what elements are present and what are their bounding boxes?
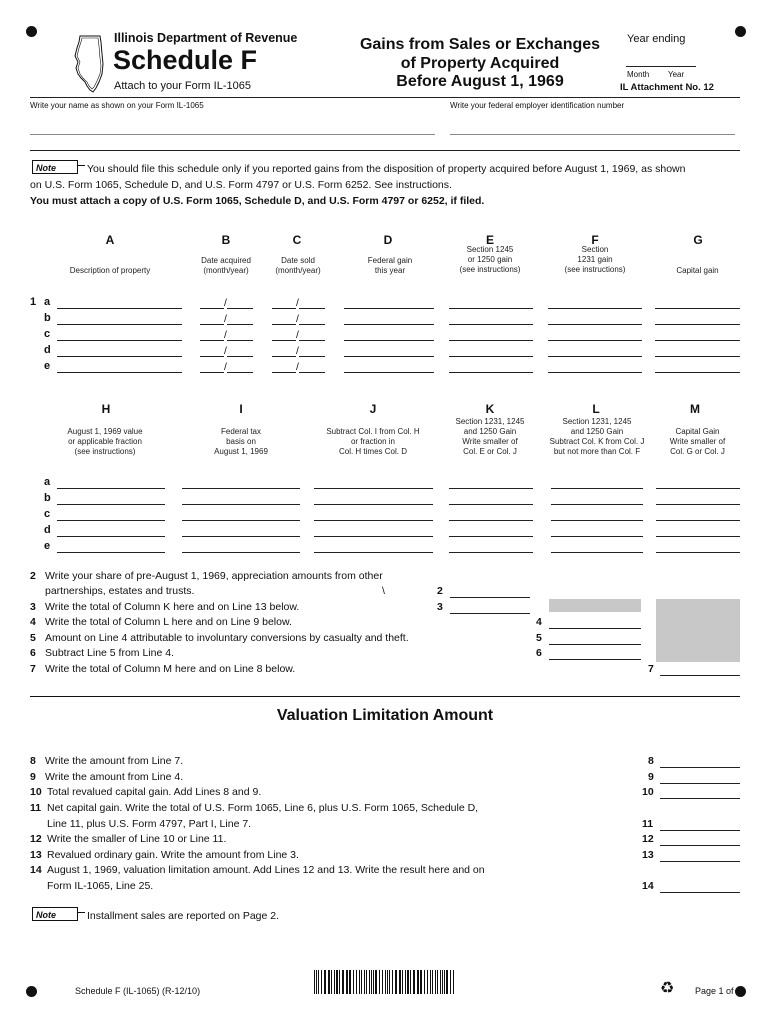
date-separator: /: [296, 361, 299, 373]
col-letter: K: [485, 402, 495, 416]
barcode-bar: [318, 970, 319, 994]
line-11-field[interactable]: [660, 830, 740, 831]
month-label: Month: [627, 70, 650, 79]
barcode-bar: [420, 970, 422, 994]
barcode-bar: [334, 970, 335, 994]
col-k-field[interactable]: [449, 520, 533, 521]
barcode-bar: [417, 970, 419, 994]
line-12-field[interactable]: [660, 845, 740, 846]
col-header-text: Federal gain: [367, 256, 413, 265]
line-9-field[interactable]: [660, 783, 740, 784]
line-number: 9: [648, 771, 654, 783]
federal-gain-field[interactable]: [344, 372, 434, 373]
aug-1969-value-field[interactable]: [57, 488, 165, 489]
col-j-field[interactable]: [314, 552, 433, 553]
col-header-text: (month/year): [275, 266, 321, 275]
section-1231-field[interactable]: [548, 324, 642, 325]
barcode-bar: [321, 970, 322, 994]
date-sold-month[interactable]: [272, 356, 296, 357]
line-number: 8: [30, 755, 36, 767]
barcode-bar: [382, 970, 383, 994]
line-number: 3: [30, 601, 36, 613]
col-letter: E: [485, 233, 494, 247]
barcode-bar: [364, 970, 365, 994]
illinois-map-icon: [72, 34, 106, 96]
barcode: [312, 968, 457, 998]
date-acquired-month[interactable]: [200, 372, 224, 373]
note-text: on U.S. Form 1065, Schedule D, and U.S. Form 4797 or U.S. Form 6252. See instructions.: [30, 179, 452, 191]
date-separator: /: [224, 329, 227, 341]
line-8-text: Write the amount from Line 7.: [45, 755, 184, 767]
line-2-field[interactable]: [450, 597, 530, 598]
col-letter: F: [591, 233, 599, 247]
line-7-text: Write the total of Column M here and on Line 8 below.: [45, 663, 296, 675]
barcode-bar: [437, 970, 438, 994]
col-header-text: Description of property: [69, 266, 151, 275]
section-1245-field[interactable]: [449, 356, 533, 357]
barcode-bar: [453, 970, 454, 994]
row-letter: d: [44, 344, 51, 356]
col-header-text: 1231 gain: [577, 255, 613, 264]
date-acquired-year[interactable]: [227, 356, 253, 357]
col-header-text: (see instructions): [74, 447, 136, 456]
line-7-field[interactable]: [660, 675, 740, 676]
col-header-text: Section: [581, 245, 609, 254]
row-letter: a: [44, 476, 51, 488]
col-header-text: but not more than Col. F: [553, 447, 641, 456]
barcode-bar: [387, 970, 388, 994]
col-header-text: this year: [374, 266, 406, 275]
date-acquired-month[interactable]: [200, 324, 224, 325]
date-sold-month[interactable]: [272, 372, 296, 373]
line-number: 2: [30, 570, 36, 582]
barcode-bar: [446, 970, 448, 994]
aug-1969-value-field[interactable]: [57, 520, 165, 521]
form-number: Schedule F (IL-1065) (R-12/10): [75, 986, 201, 996]
col-header: [655, 427, 740, 457]
description-field[interactable]: [57, 372, 182, 373]
col-header-text: (month/year): [203, 266, 249, 275]
date-sold-year[interactable]: [299, 356, 325, 357]
barcode-bar: [432, 970, 433, 994]
barcode-bar: [353, 970, 354, 994]
line-number: 5: [536, 632, 542, 644]
col-header: [655, 266, 740, 276]
line-4-field[interactable]: [549, 628, 641, 629]
col-letter: G: [693, 233, 703, 247]
federal-tax-basis-field[interactable]: [182, 552, 300, 553]
capital-gain-field[interactable]: [655, 340, 740, 341]
date-sold-month[interactable]: [272, 308, 296, 309]
federal-tax-basis-field[interactable]: [182, 536, 300, 537]
line-number: 4: [30, 616, 36, 628]
barcode-bar: [324, 970, 326, 994]
col-header-text: Col. H times Col. D: [338, 447, 407, 456]
date-acquired-year[interactable]: [227, 308, 253, 309]
line-number: 10: [30, 786, 42, 798]
line-number: 13: [642, 849, 654, 861]
name-label: Write your name as shown on your Form IL-1065: [30, 101, 204, 110]
line-3-field[interactable]: [450, 613, 530, 614]
col-m-field[interactable]: [656, 536, 740, 537]
row-letter: c: [44, 328, 51, 340]
col-header-text: August 1, 1969 value: [67, 427, 143, 436]
note-badge: Note: [32, 160, 78, 174]
line-14-text: August 1, 1969, valuation limitation amount. Add Lines 12 and 13. Write the result here and on: [47, 864, 485, 876]
barcode-bar: [435, 970, 436, 994]
recycle-icon: ♻: [660, 980, 675, 997]
barcode-bar: [359, 970, 360, 994]
capital-gain-field[interactable]: [655, 308, 740, 309]
date-separator: /: [224, 297, 227, 309]
line-12-text: Write the smaller of Line 10 or Line 11.: [47, 833, 227, 845]
barcode-bar: [442, 970, 443, 994]
aug-1969-value-field[interactable]: [57, 504, 165, 505]
federal-tax-basis-field[interactable]: [182, 488, 300, 489]
description-field[interactable]: [57, 340, 182, 341]
col-header: [550, 245, 640, 275]
col-header-text: Subtract Col. K from Col. J: [549, 437, 645, 446]
barcode-bar: [410, 970, 411, 994]
line-number: 2: [437, 585, 443, 597]
line-number: 13: [30, 849, 42, 861]
federal-tax-basis-field[interactable]: [182, 520, 300, 521]
line-number: 4: [536, 616, 542, 628]
date-acquired-month[interactable]: [200, 356, 224, 357]
col-header-text: Write smaller of: [462, 437, 518, 446]
shaded-area: [549, 599, 641, 612]
row-letter: b: [44, 312, 51, 324]
date-sold-month[interactable]: [272, 340, 296, 341]
col-header-text: and 1250 Gain: [570, 427, 624, 436]
line-10-text: Total revalued capital gain. Add Lines 8 and 9.: [47, 786, 262, 798]
barcode-bar: [331, 970, 332, 994]
line-13-field[interactable]: [660, 861, 740, 862]
attach-instruction: Attach to your Form IL-1065: [114, 80, 251, 92]
line-2-text: Write your share of pre-August 1, 1969, appreciation amounts from other: [45, 570, 383, 582]
date-sold-year[interactable]: [299, 308, 325, 309]
line-11-text: Line 11, plus U.S. Form 4797, Part I, Line 7.: [47, 818, 252, 830]
col-header-text: August 1, 1969: [214, 447, 268, 456]
date-separator: /: [224, 313, 227, 325]
line-6-field[interactable]: [549, 659, 641, 660]
description-field[interactable]: [57, 356, 182, 357]
section-divider: [30, 696, 740, 697]
col-letter: I: [239, 402, 243, 416]
section-1245-field[interactable]: [449, 340, 533, 341]
date-acquired-month[interactable]: [200, 308, 224, 309]
schedule-title: Schedule F: [113, 45, 258, 75]
col-header-text: or fraction in: [350, 437, 396, 446]
line-number: 14: [30, 864, 42, 876]
col-j-field[interactable]: [314, 536, 433, 537]
line-13-text: Revalued ordinary gain. Write the amount from Line 3.: [47, 849, 299, 861]
barcode-bar: [440, 970, 441, 994]
col-l-field[interactable]: [551, 488, 643, 489]
col-header: [345, 256, 435, 276]
col-k-field[interactable]: [449, 488, 533, 489]
barcode-bar: [342, 970, 344, 994]
col-letter: B: [221, 233, 231, 247]
barcode-bar: [407, 970, 409, 994]
form-title-line2: of Property Acquired: [400, 55, 560, 72]
row-letter: c: [44, 508, 51, 520]
col-j-field[interactable]: [314, 504, 433, 505]
col-header-text: (see instructions): [564, 265, 626, 274]
col-header-text: Section 1231, 1245: [455, 417, 525, 426]
col-header: [445, 245, 535, 275]
row-letter: e: [44, 540, 51, 552]
barcode-bar: [424, 970, 425, 994]
col-header-text: Subtract Col. I from Col. H: [326, 427, 420, 436]
agency-name: Illinois Department of Revenue: [114, 31, 298, 45]
barcode-bar: [371, 970, 372, 994]
section-1245-field[interactable]: [449, 308, 533, 309]
year-ending-label: Year ending: [627, 33, 686, 45]
col-m-field[interactable]: [656, 552, 740, 553]
header-divider: [30, 150, 740, 151]
year-label: Year: [668, 70, 685, 79]
line-8-field[interactable]: [660, 767, 740, 768]
date-separator: /: [224, 361, 227, 373]
form-title-line1: Gains from Sales or Exchanges: [359, 36, 601, 53]
line-6-text: Subtract Line 5 from Line 4.: [45, 647, 174, 659]
line-14-text: Form IL-1065, Line 25.: [47, 880, 154, 892]
row-letter: b: [44, 492, 51, 504]
date-separator: /: [296, 345, 299, 357]
line-number: 11: [30, 802, 42, 814]
barcode-bar: [399, 970, 401, 994]
capital-gain-field[interactable]: [655, 324, 740, 325]
row-letter: a: [44, 296, 51, 308]
description-field[interactable]: [57, 324, 182, 325]
col-header-text: Date sold: [281, 256, 315, 265]
capital-gain-field[interactable]: [655, 356, 740, 357]
federal-gain-field[interactable]: [344, 308, 434, 309]
barcode-bar: [316, 970, 317, 994]
col-header-text: Col. E or Col. J: [463, 447, 517, 456]
col-m-field[interactable]: [656, 504, 740, 505]
col-header-text: Federal tax: [220, 427, 262, 436]
col-letter: L: [592, 402, 600, 416]
barcode-bar: [361, 970, 362, 994]
barcode-bar: [336, 970, 338, 994]
col-header-text: Capital Gain: [675, 427, 720, 436]
date-separator: /: [296, 313, 299, 325]
note-text: You should file this schedule only if you reported gains from the disposition of property acquired before August 1, 1969, as shown: [87, 163, 686, 175]
fein-label: Write your federal employer identification number: [450, 101, 625, 110]
barcode-bar: [413, 970, 415, 994]
line-number: 9: [30, 771, 36, 783]
line-2-text: partnerships, estates and trusts.: [45, 585, 195, 597]
date-sold-year[interactable]: [299, 340, 325, 341]
line-11-text: Net capital gain. Write the total of U.S. Form 1065, Line 6, plus U.S. Form 1065, Schedule D,: [47, 802, 479, 814]
line-number: 5: [30, 632, 36, 644]
col-header: [182, 427, 300, 457]
col-header-text: Capital gain: [676, 266, 719, 275]
col-header-text: basis on: [226, 437, 256, 446]
form-title-line3: Before August 1, 1969: [396, 73, 564, 90]
col-header-text: Write smaller of: [669, 437, 726, 446]
line-number: 6: [536, 647, 542, 659]
page-number: Page 1 of 4: [695, 986, 742, 996]
line-number: 7: [30, 663, 36, 675]
barcode-bar: [385, 970, 386, 994]
barcode-bar: [328, 970, 330, 994]
header-divider: [30, 97, 740, 98]
barcode-bar: [450, 970, 451, 994]
col-letter: A: [105, 233, 115, 247]
col-j-field[interactable]: [314, 488, 433, 489]
date-acquired-year[interactable]: [227, 340, 253, 341]
note-attach-text: You must attach a copy of U.S. Form 1065, Schedule D, and U.S. Form 4797 or 6252, if filed.: [30, 195, 485, 207]
line-number: 12: [642, 833, 654, 845]
line-10-field[interactable]: [660, 798, 740, 799]
col-l-field[interactable]: [551, 504, 643, 505]
barcode-bar: [346, 970, 348, 994]
note-text: Installment sales are reported on Page 2.: [87, 910, 280, 922]
col-letter: J: [369, 402, 377, 416]
col-letter: H: [101, 402, 111, 416]
registration-dot: [735, 26, 746, 37]
col-header-text: and 1250 Gain: [463, 427, 517, 436]
col-l-field[interactable]: [551, 552, 643, 553]
federal-gain-field[interactable]: [344, 340, 434, 341]
line-number: 6: [30, 647, 36, 659]
line-14-field[interactable]: [660, 892, 740, 893]
line-number: 14: [642, 880, 654, 892]
line-3-text: Write the total of Column K here and on Line 13 below.: [45, 601, 300, 613]
col-header: [40, 266, 180, 276]
barcode-bar: [402, 970, 403, 994]
barcode-bar: [366, 970, 367, 994]
barcode-bar: [405, 970, 406, 994]
barcode-bar: [349, 970, 351, 994]
col-header-text: Section 1231, 1245: [562, 417, 632, 426]
line-number: 7: [648, 663, 654, 675]
barcode-bar: [339, 970, 340, 994]
barcode-bar: [379, 970, 380, 994]
aug-1969-value-field[interactable]: [57, 536, 165, 537]
registration-dot: [26, 986, 37, 997]
col-header-text: or 1250 gain: [467, 255, 513, 264]
line-5-field[interactable]: [549, 644, 641, 645]
date-separator: /: [224, 345, 227, 357]
capital-gain-field[interactable]: [655, 372, 740, 373]
federal-gain-field[interactable]: [344, 324, 434, 325]
barcode-bar: [356, 970, 357, 994]
year-ending-field[interactable]: [626, 66, 696, 67]
barcode-bar: [375, 970, 377, 994]
barcode-bar: [430, 970, 431, 994]
col-letter: C: [292, 233, 302, 247]
col-k-field[interactable]: [449, 504, 533, 505]
federal-gain-field[interactable]: [344, 356, 434, 357]
line-9-text: Write the amount from Line 4.: [45, 771, 184, 783]
col-header-text: (see instructions): [459, 265, 521, 274]
line-number: 1: [30, 296, 37, 308]
name-field[interactable]: [30, 134, 435, 135]
federal-tax-basis-field[interactable]: [182, 504, 300, 505]
col-k-field[interactable]: [449, 536, 533, 537]
barcode-bar: [369, 970, 370, 994]
barcode-bar: [373, 970, 374, 994]
col-header-text: or applicable fraction: [68, 437, 142, 446]
col-j-field[interactable]: [314, 520, 433, 521]
fein-field[interactable]: [450, 134, 735, 135]
col-header-text: Col. G or Col. J: [670, 447, 725, 456]
row-letter: d: [44, 524, 51, 536]
section-1231-field[interactable]: [548, 308, 642, 309]
shaded-area: [656, 599, 740, 662]
row-letter: e: [44, 360, 51, 372]
col-header: [313, 427, 433, 457]
line-number: 11: [642, 818, 654, 830]
note-badge: Note: [32, 907, 78, 921]
barcode-bar: [444, 970, 445, 994]
date-sold-year[interactable]: [299, 324, 325, 325]
col-header: [445, 417, 535, 457]
date-acquired-year[interactable]: [227, 372, 253, 373]
date-acquired-year[interactable]: [227, 324, 253, 325]
date-separator: /: [296, 297, 299, 309]
col-letter: D: [383, 233, 393, 247]
col-header-text: Date acquired: [201, 256, 251, 265]
section-title: Valuation Limitation Amount: [276, 707, 494, 724]
col-header: [543, 417, 651, 457]
col-l-field[interactable]: [551, 536, 643, 537]
description-field[interactable]: [57, 308, 182, 309]
barcode-bar: [427, 970, 428, 994]
line-5-text: Amount on Line 4 attributable to involuntary conversions by casualty and theft.: [45, 632, 409, 644]
section-1245-field[interactable]: [449, 372, 533, 373]
barcode-bar: [314, 970, 315, 994]
section-1231-field[interactable]: [548, 372, 642, 373]
date-sold-month[interactable]: [272, 324, 296, 325]
barcode-bar: [392, 970, 393, 994]
col-header: [45, 427, 165, 457]
date-separator: /: [296, 329, 299, 341]
barcode-bar: [389, 970, 390, 994]
date-acquired-month[interactable]: [200, 340, 224, 341]
date-sold-year[interactable]: [299, 372, 325, 373]
line-number: 10: [642, 786, 654, 798]
col-m-field[interactable]: [656, 520, 740, 521]
col-letter: M: [690, 402, 700, 416]
col-k-field[interactable]: [449, 552, 533, 553]
col-m-field[interactable]: [656, 488, 740, 489]
aug-1969-value-field[interactable]: [57, 552, 165, 553]
line-2-mark: \: [382, 585, 385, 597]
section-1245-field[interactable]: [449, 324, 533, 325]
barcode-bar: [395, 970, 397, 994]
section-1231-field[interactable]: [548, 340, 642, 341]
line-4-text: Write the total of Column L here and on Line 9 below.: [45, 616, 292, 628]
line-number: 3: [437, 601, 443, 613]
col-header: [188, 256, 264, 276]
line-number: 8: [648, 755, 654, 767]
registration-dot: [26, 26, 37, 37]
attachment-number: IL Attachment No. 12: [620, 82, 714, 93]
col-header: [260, 256, 336, 276]
section-1231-field[interactable]: [548, 356, 642, 357]
col-header-text: Section 1245: [466, 245, 514, 254]
col-l-field[interactable]: [551, 520, 643, 521]
line-number: 12: [30, 833, 42, 845]
